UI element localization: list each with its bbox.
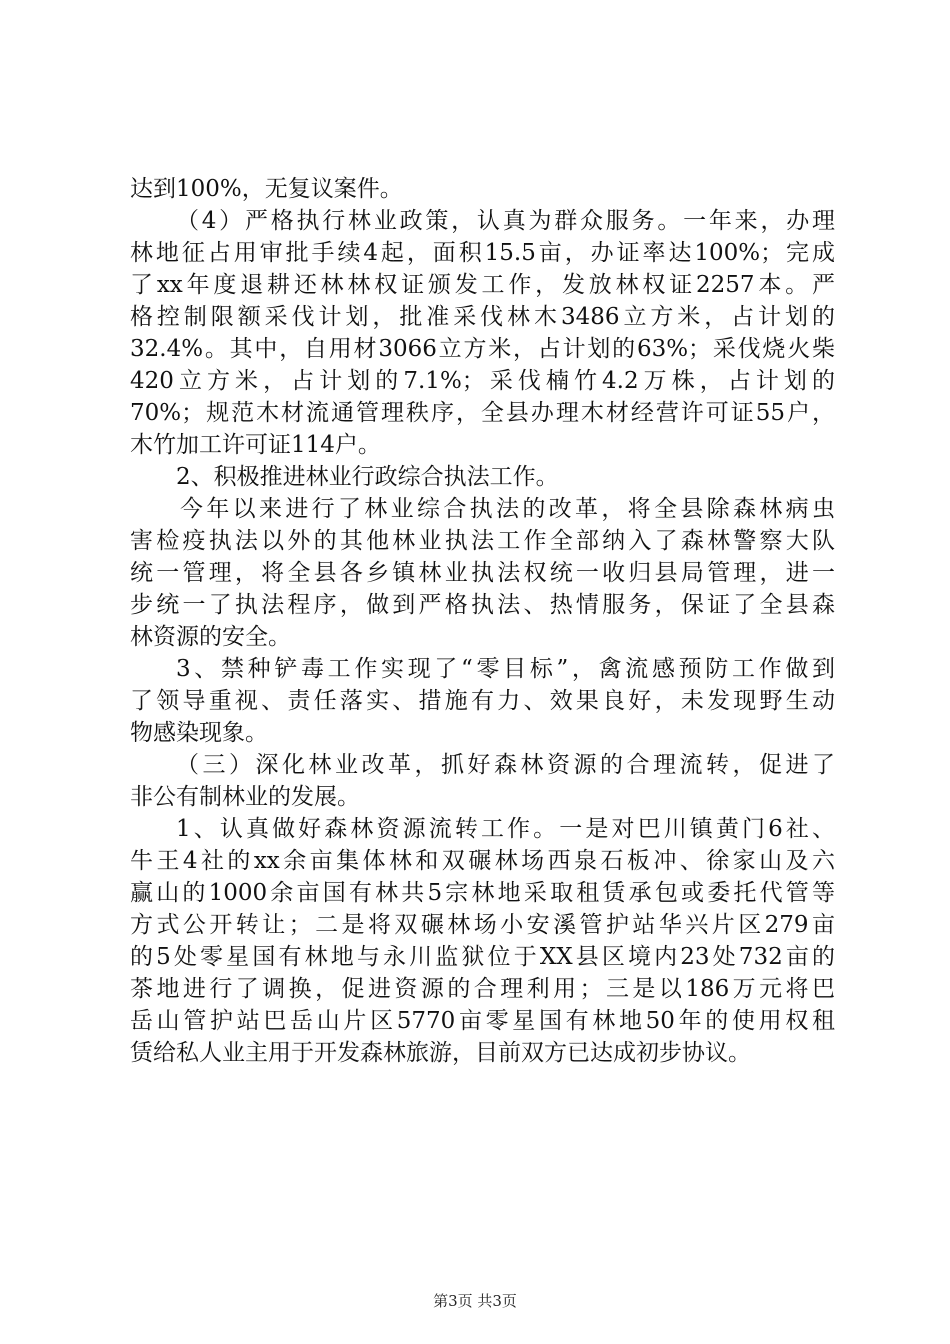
- text-line: 的5处零星国有林地与永川监狱位于XX县区境内23处732亩的: [130, 944, 835, 970]
- text-line: 方式公开转让；二是将双碾林场小安溪管护站华兴片区279亩: [130, 912, 835, 938]
- text-line: 害检疫执法以外的其他林业执法工作全部纳入了森林警察大队: [130, 528, 835, 554]
- text-line: 420立方米，占计划的7.1%；采伐楠竹4.2万株，占计划的: [130, 368, 835, 394]
- text-line: （4）严格执行林业政策，认真为群众服务。一年来，办理: [176, 208, 835, 234]
- text-line: 林资源的安全。: [130, 624, 291, 650]
- text-line: 了领导重视、责任落实、措施有力、效果良好，未发现野生动: [130, 688, 835, 714]
- text-line: 非公有制林业的发展。: [130, 784, 360, 810]
- text-line: 今年以来进行了林业综合执法的改革，将全县除森林病虫: [180, 496, 835, 522]
- text-line: 步统一了执法程序，做到严格执法、热情服务，保证了全县森: [130, 592, 835, 618]
- text-line: 物感染现象。: [130, 720, 268, 746]
- section-heading: （三）深化林业改革，抓好森林资源的合理流转，促进了: [176, 752, 835, 778]
- text-line: 格控制限额采伐计划，批准采伐林木3486立方米，占计划的: [130, 304, 835, 330]
- text-line: 赁给私人业主用于开发森林旅游，目前双方已达成初步协议。: [130, 1040, 751, 1066]
- page-number-footer: 第3页 共3页: [433, 1292, 517, 1310]
- text-line: 32.4%。其中，自用材3066立方米，占计划的63%；采伐烧火柴: [130, 336, 835, 362]
- text-line: 赢山的1000余亩国有林共5宗林地采取租赁承包或委托代管等: [130, 880, 835, 906]
- text-line: 林地征占用审批手续4起，面积15.5亩，办证率达100%；完成: [130, 240, 835, 266]
- text-line: 牛王4社的xx余亩集体林和双碾林场西泉石板冲、徐家山及六: [130, 848, 835, 874]
- text-line: 岳山管护站巴岳山片区5770亩零星国有林地50年的使用权租: [130, 1008, 835, 1034]
- section-heading: 2、积极推进林业行政综合执法工作。: [176, 464, 559, 490]
- text-line: 达到100%，无复议案件。: [130, 176, 403, 202]
- text-line: 70%；规范木材流通管理秩序，全县办理木材经营许可证55户，: [130, 400, 835, 426]
- text-line: 3、禁种铲毒工作实现了“零目标”，禽流感预防工作做到: [176, 656, 835, 682]
- text-line: 统一管理，将全县各乡镇林业执法权统一收归县局管理，进一: [130, 560, 835, 586]
- text-line: 1、认真做好森林资源流转工作。一是对巴川镇黄门6社、: [176, 816, 835, 842]
- text-line: 木竹加工许可证114户。: [130, 432, 381, 458]
- text-line: 了xx年度退耕还林林权证颁发工作，发放林权证2257本。严: [130, 272, 835, 298]
- text-line: 茶地进行了调换，促进资源的合理利用；三是以186万元将巴: [130, 976, 835, 1002]
